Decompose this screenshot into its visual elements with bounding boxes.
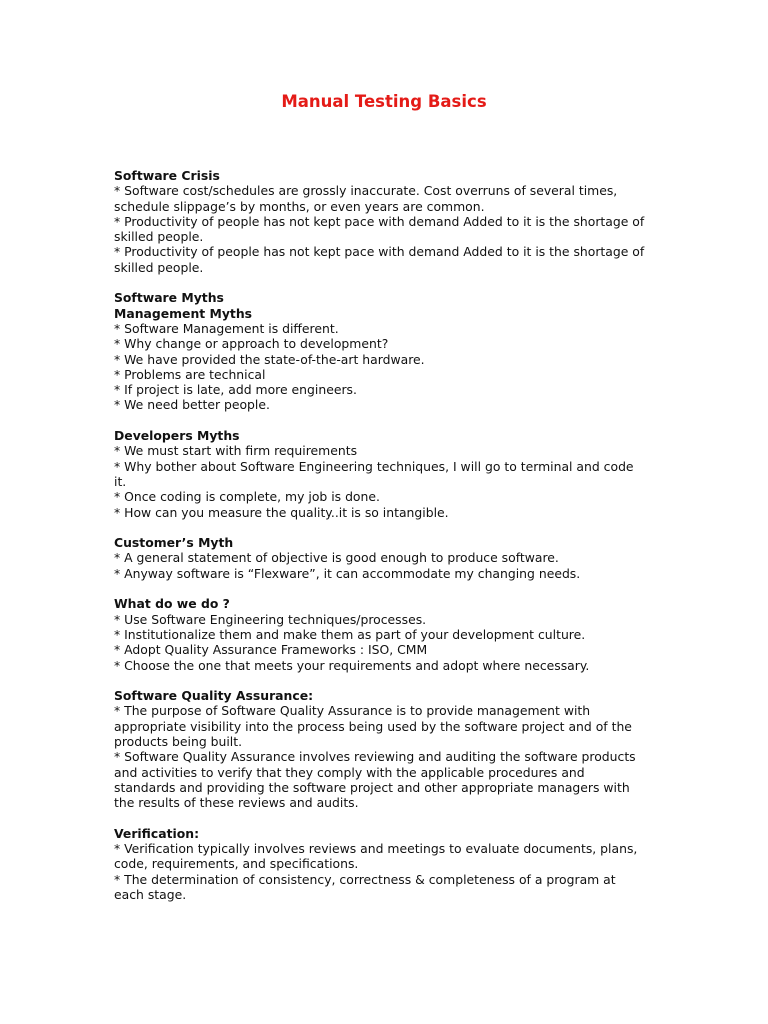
text-line: * The purpose of Software Quality Assurance is to provide management with <box>114 703 591 719</box>
section-heading: Software Quality Assurance: <box>114 688 314 704</box>
text-line: * Software Management is different. <box>114 320 339 336</box>
section-software-myths <box>114 290 674 412</box>
text-line: each stage. <box>114 886 187 902</box>
text-line: * We need better people. <box>114 397 270 413</box>
text-line: * Software Quality Assurance involves reviewing and auditing the software products <box>114 749 636 765</box>
text-line: products being built. <box>114 733 243 749</box>
text-line: * Adopt Quality Assurance Frameworks : ISO, CMM <box>114 642 428 658</box>
text-line: * Why bother about Software Engineering techniques, I will go to terminal and code <box>114 458 634 474</box>
page-title: Manual Testing Basics <box>281 92 487 111</box>
text-line: * Verification typically involves reviews and meetings to evaluate documents, plans, <box>114 841 638 857</box>
text-line: schedule slippage’s by months, or even years are common. <box>114 198 485 214</box>
text-line: code, requirements, and specifications. <box>114 856 359 872</box>
text-line: * We must start with firm requirements <box>114 443 358 459</box>
section-heading: Management Myths <box>114 305 253 321</box>
text-line: and activities to verify that they comply with the applicable procedures and <box>114 764 585 780</box>
section-what-do-we-do <box>114 596 674 672</box>
section-developers-myths <box>114 428 674 520</box>
text-line: * Anyway software is “Flexware”, it can accommodate my changing needs. <box>114 565 581 581</box>
text-line: * Choose the one that meets your requirements and adopt where necessary. <box>114 657 590 673</box>
section-customers-myth <box>114 535 674 581</box>
text-line: * Institutionalize them and make them as part of your development culture. <box>114 626 586 642</box>
text-line: appropriate visibility into the process being used by the software project and of the <box>114 718 632 734</box>
text-line: * If project is late, add more engineers. <box>114 382 357 398</box>
text-line: standards and providing the software project and other appropriate managers with <box>114 779 630 795</box>
text-line: * Problems are technical <box>114 366 266 382</box>
text-line: * How can you measure the quality..it is so intangible. <box>114 504 449 520</box>
text-line: skilled people. <box>114 229 204 245</box>
text-line: * Use Software Engineering techniques/processes. <box>114 611 427 627</box>
text-line: * A general statement of objective is good enough to produce software. <box>114 550 559 566</box>
text-line: * The determination of consistency, correctness & completeness of a program at <box>114 871 616 887</box>
text-line: * Why change or approach to development? <box>114 336 389 352</box>
section-software-quality-assurance <box>114 688 674 810</box>
document-body <box>114 168 674 918</box>
text-line: * Productivity of people has not kept pace with demand Added to it is the shortage of <box>114 213 645 229</box>
section-heading: What do we do ? <box>114 596 230 612</box>
section-verification <box>114 826 674 902</box>
section-heading: Customer’s Myth <box>114 535 234 551</box>
text-line: * We have provided the state-of-the-art hardware. <box>114 351 425 367</box>
section-heading: Developers Myths <box>114 428 240 444</box>
section-heading: Software Myths <box>114 290 224 306</box>
text-line: * Software cost/schedules are grossly inaccurate. Cost overruns of several times, <box>114 183 618 199</box>
text-line: * Productivity of people has not kept pace with demand Added to it is the shortage of <box>114 244 645 260</box>
section-heading: Software Crisis <box>114 168 220 183</box>
text-line: it. <box>114 473 127 489</box>
text-line: the results of these reviews and audits. <box>114 795 359 811</box>
text-line: * Once coding is complete, my job is done. <box>114 489 380 505</box>
section-software-crisis <box>114 168 674 275</box>
section-heading: Verification: <box>114 825 200 841</box>
text-line: skilled people. <box>114 259 204 275</box>
